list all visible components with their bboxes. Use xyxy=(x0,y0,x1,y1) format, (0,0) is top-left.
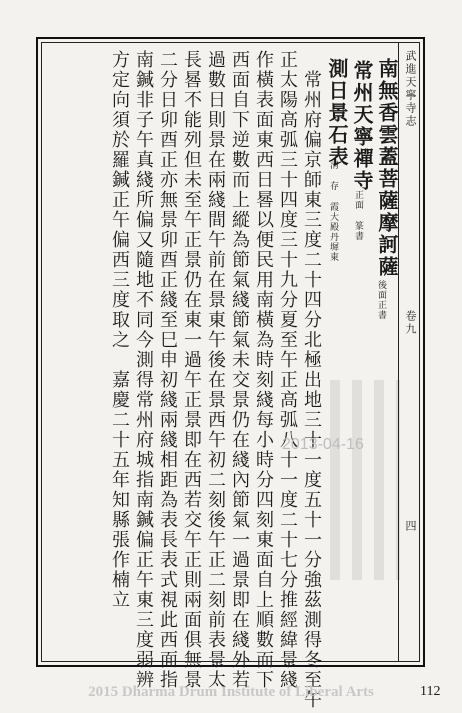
subtitle-main: 常州天寧禪寺 xyxy=(350,60,374,192)
body-column: 二分日卯酉正亦無景卯酉正綫至巳申初綫兩綫相距為表長表式視此西面指 xyxy=(157,50,178,690)
body-column: 正太陽高弧三十四度三十九分夏至午正高弧八十一度二十七分推經緯景綫 xyxy=(277,50,298,690)
title-main: 南無香雲蓋菩薩摩訶薩 xyxy=(375,58,399,278)
body-column: 西面自下逆數而上縱為節氣綫節氣未交景仍在綫內節氣一過景即在綫外若 xyxy=(229,50,250,690)
institute-watermark: 2015 Dharma Drum Institute of Liberal Arts xyxy=(88,684,374,700)
body-column: 方定向須於羅鍼正午偏西三度取之 嘉慶二十五年知縣張作楠立 xyxy=(109,50,130,610)
date-watermark: 2013-04-16 xyxy=(282,436,364,453)
book-title: 武進天寧寺志 xyxy=(404,50,417,128)
chapter-label: 卷九 xyxy=(404,310,417,336)
body-column: 南鍼非子午真綫所偏又隨地不同今測得常州府城指南鍼偏正午東三度弱辨 xyxy=(133,50,154,690)
body-column: 長晷不能列但未至午正景仍在東一過午正景即在西若交午正則兩面俱無景 xyxy=(181,50,202,690)
body-column: 作橫表面東西日晷以便民用南橫為時刻綫每小時分四刻東面自上順數而下 xyxy=(253,50,274,690)
section-note: 清 存 霞大殿丹墀東 xyxy=(328,160,338,262)
title-note: 後面正書 xyxy=(376,280,386,320)
body-column: 過數日則景在兩綫間午前在景東午後在景西午初二刻後午正二刻前表景太 xyxy=(205,50,226,690)
page-number: 112 xyxy=(420,684,441,699)
subtitle-note: 正面 篆書 xyxy=(353,190,363,241)
section-title: 測日景石表 xyxy=(325,58,349,168)
folio-number: 四 xyxy=(404,520,417,533)
body-column: 常州府偏京師東三度二十四分北極出地三十一度五十一分強茲測得冬至午 xyxy=(301,70,322,710)
